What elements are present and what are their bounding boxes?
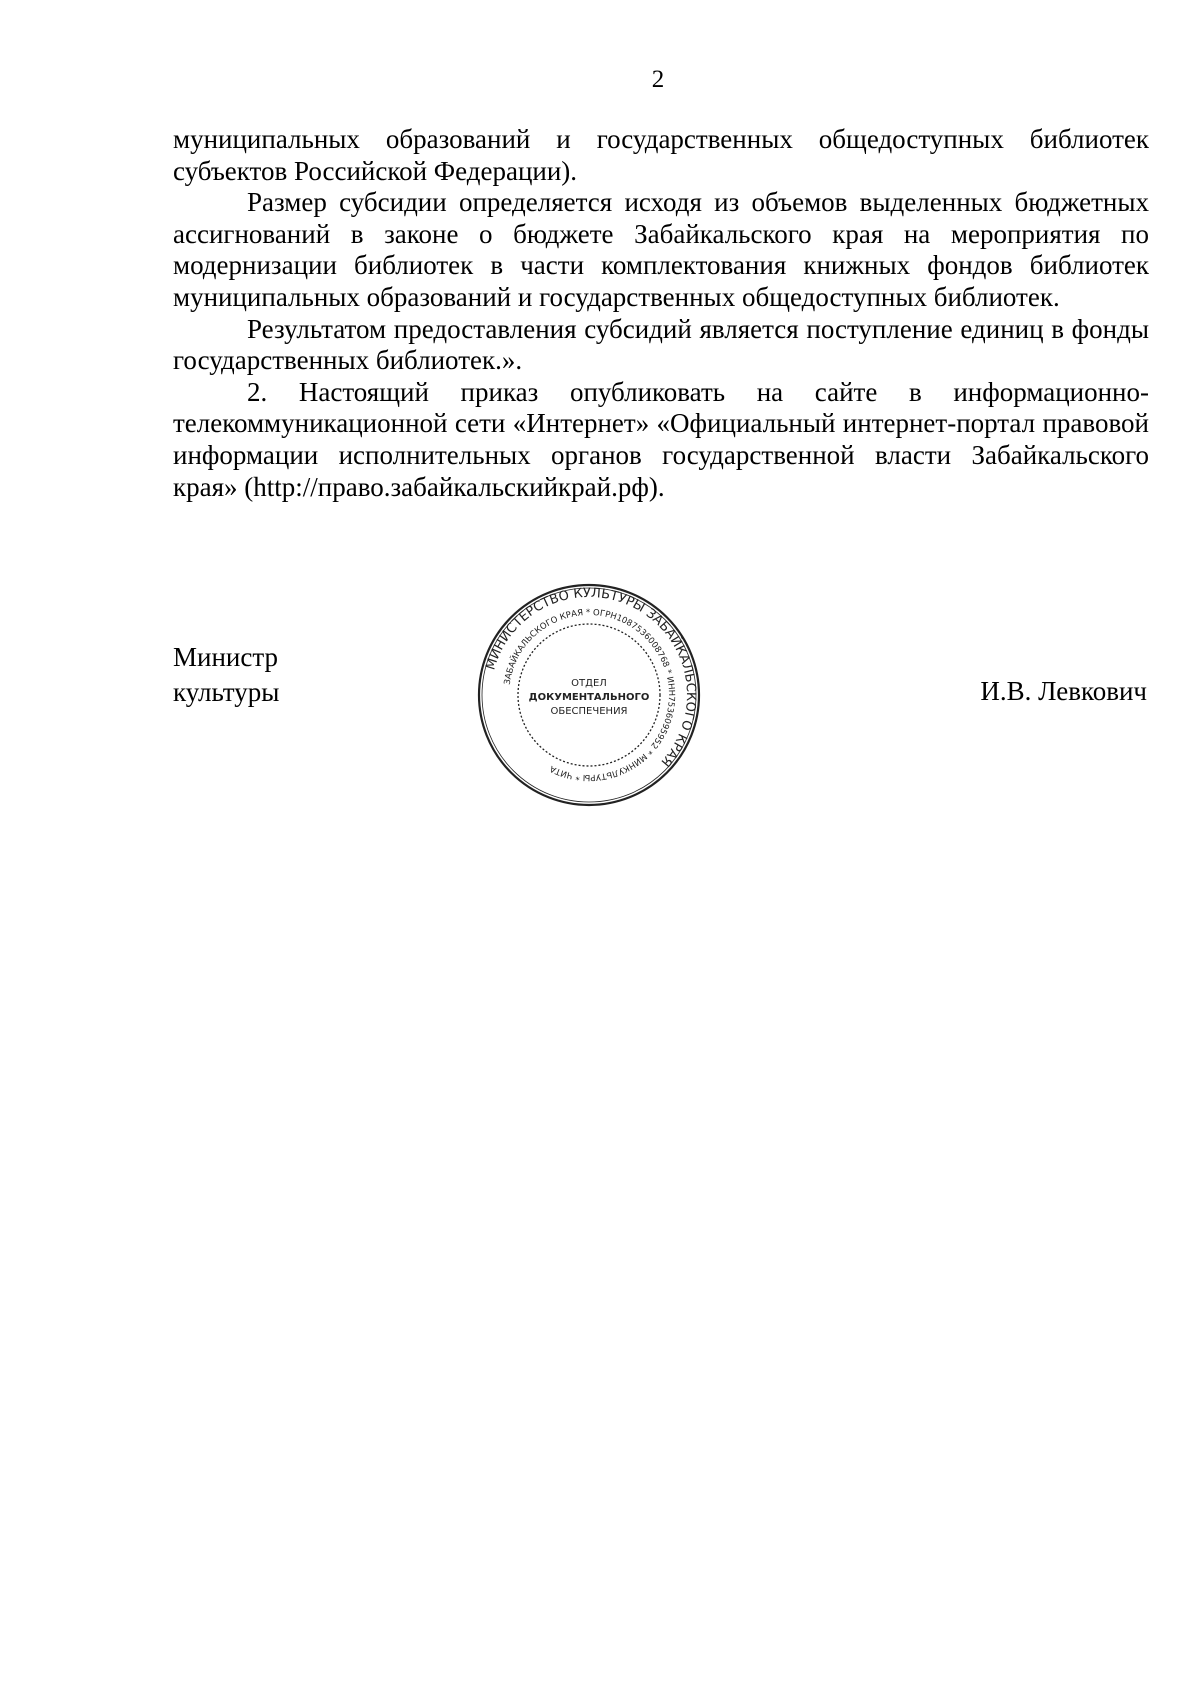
seal-outer-text: МИНИСТЕРСТВО КУЛЬТУРЫ ЗАБАЙКАЛЬСКОГО КРАЯ xyxy=(483,585,699,770)
paragraph-subsidy-size: Размер субсидии определяется исходя из объемов выделенных бюджетных ассигнований в законе о бюджете Забайкальского края на мероприятия по модернизации библиотек в части комплектования книжных фондов библиотек муниципальных образований и государственных общедоступных библиотек. xyxy=(173,187,1149,312)
seal-center-line-3: ОБЕСПЕЧЕНИЯ xyxy=(550,706,628,717)
seal-center-line-1: ОТДЕЛ xyxy=(571,678,607,689)
paragraph-publication-order: 2. Настоящий приказ опубликовать на сайте в информационно-телекоммуникационной сети «Интернет» «Официальный интернет-портал правовой информации исполнительных органов государственной власти Забайкальского края» (http://право.забайкальскийкрай.рф). xyxy=(173,376,1149,502)
signature-title-line-1: Министр xyxy=(173,642,278,672)
paragraph-continuation: муниципальных образований и государственных общедоступных библиотек субъектов Российской Федерации). xyxy=(173,124,1149,186)
document-body xyxy=(173,124,1149,503)
page-number: 2 xyxy=(651,66,665,93)
signature-title-line-2: культуры xyxy=(173,677,280,707)
signature-title xyxy=(173,640,279,710)
signature-name: И.В. Левкович xyxy=(980,676,1147,706)
paragraph-subsidy-result: Результатом предоставления субсидий является поступление единиц в фонды государственных библиотек.». xyxy=(173,313,1149,376)
seal-center-line-2: ДОКУМЕНТАЛЬНОГО xyxy=(528,692,650,703)
official-seal xyxy=(476,582,702,808)
seal-inner-text: ЗАБАЙКАЛЬСКОГО КРАЯ * ОГРН1087536008768 * ИНН7536095952 * МИНКУЛЬТУРЫ * ЧИТА xyxy=(502,607,677,783)
